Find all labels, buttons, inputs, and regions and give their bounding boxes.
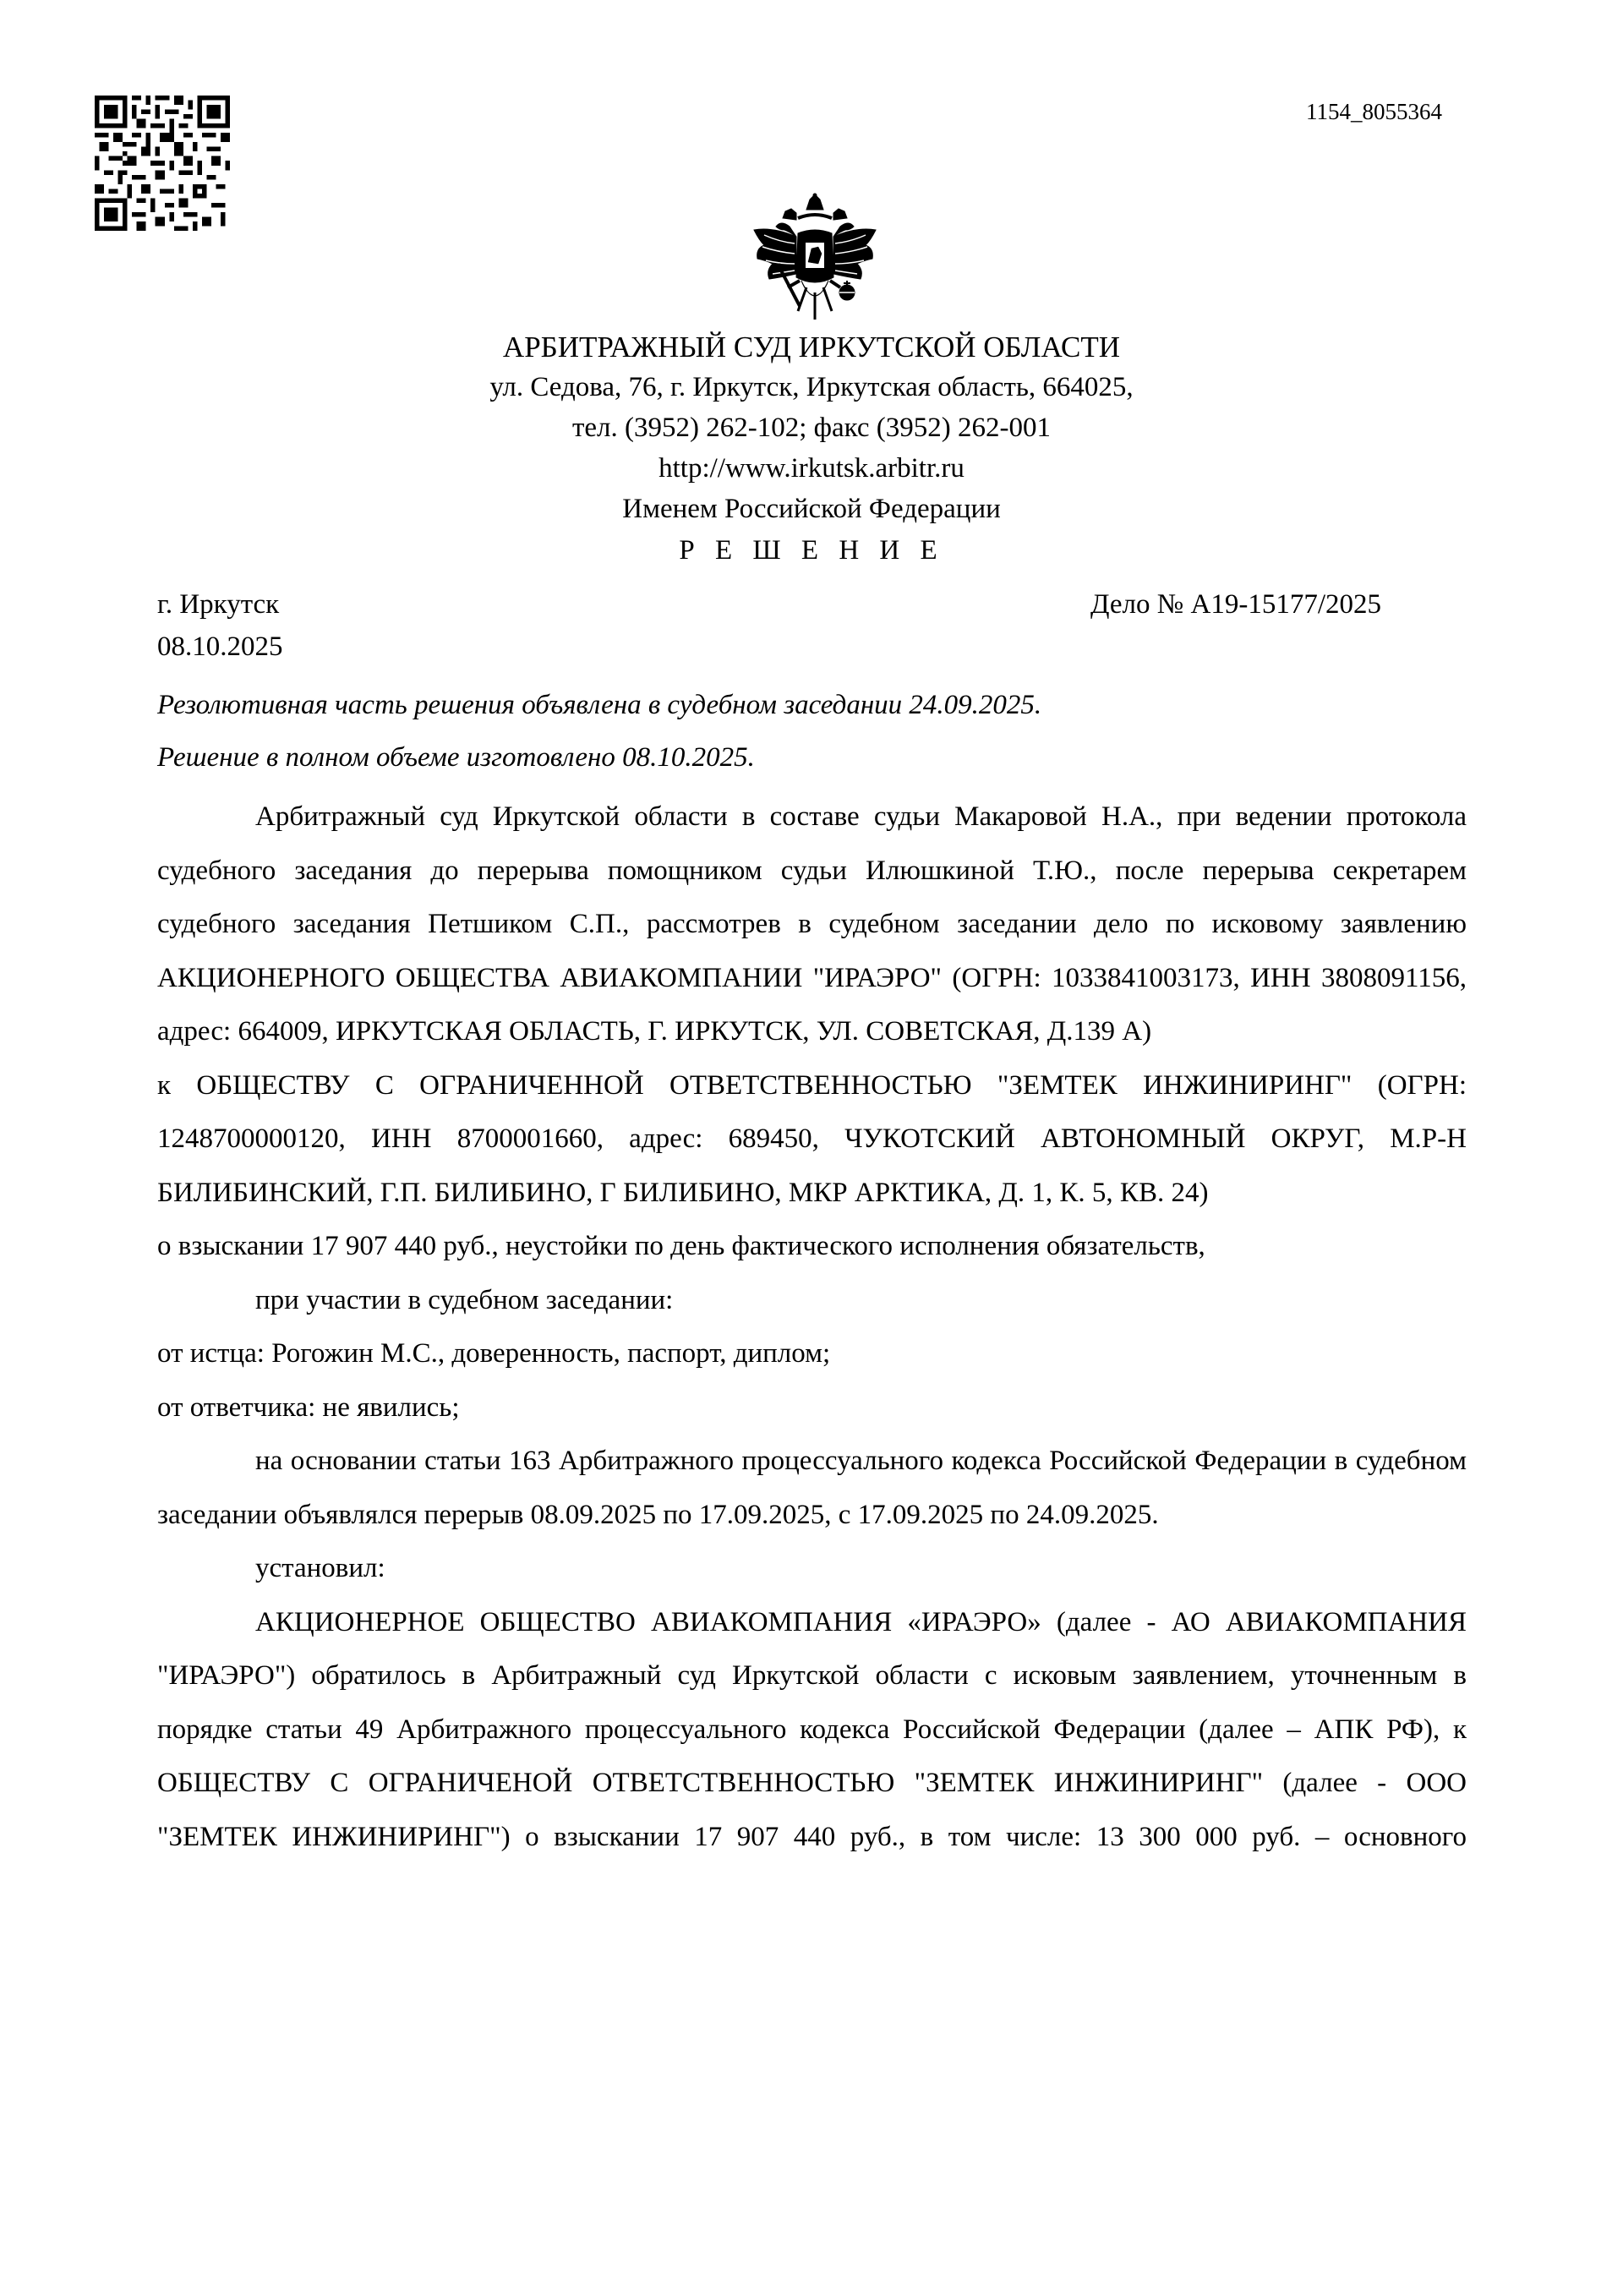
paragraph-established: установил: [255, 1553, 385, 1583]
court-address: ул. Седова, 76, г. Иркутск, Иркутская область, 664025, [489, 372, 1134, 402]
paragraph-plaintiff-rep: от истца: Рогожин М.С., доверенность, паспорт, диплом; [157, 1338, 831, 1369]
paragraph-facts: АКЦИОНЕРНОЕ ОБЩЕСТВО АВИАКОМПАНИЯ «ИРАЭРО» (далее - АО АВИАКОМПАНИЯ "ИРАЭРО") обратилось в Арбитражный суд Иркутской области с исковым заявлением, уточненным в порядке статьи 49 Арбитражного процессуального кодекса Российской Федерации (далее – АПК РФ), к ОБЩЕСТВУ С ОГРАНИЧЕНОЙ ОТВЕТСТВЕННОСТЬЮ "ЗЕМТЕК ИНЖИНИРИНГ" (далее - ООО "ЗЕМТЕК ИНЖИНИРИНГ") о взыскании 17 907 440 руб., в том числе: 13 300 000 руб. – основного [157, 1606, 1467, 1852]
document-id: 1154_8055364 [1306, 99, 1442, 124]
paragraph-claim: о взыскании 17 907 440 руб., неустойки по день фактического исполнения обязательств, [157, 1231, 1205, 1261]
case-number: Дело № А19-15177/2025 [1090, 589, 1382, 620]
paragraph-participants-heading: при участии в судебном заседании: [255, 1284, 674, 1315]
paragraph-defendant-rep: от ответчика: не явились; [157, 1391, 460, 1423]
court-phones: тел. (3952) 262-102; факс (3952) 262-001 [571, 413, 1052, 443]
document-title: Р Е Ш Е Н И Е [679, 535, 944, 566]
paragraph-recess: на основании статьи 163 Арбитражного процессуального кодекса Российской Федерации в судебном заседании объявлялся перерыв 08.09.2025 по 17.09.2025, с 17.09.2025 по 24.09.2025. [157, 1446, 1467, 1530]
operative-part-note: Резолютивная часть решения объявлена в судебном заседании 24.09.2025. [157, 690, 1042, 720]
full-text-note: Решение в полном объеме изготовлено 08.10.2025. [157, 742, 755, 773]
decision-date: 08.10.2025 [157, 631, 283, 662]
paragraph-court-composition: Арбитражный суд Иркутской области в составе судьи Макаровой Н.А., при ведении протокола судебного заседания до перерыва помощником судьи Илюшкиной Т.Ю., после перерыва секретарем судебного заседания Петшиком С.П., рассмотрев в судебном заседании дело по исковому заявлению АКЦИОНЕРНОГО ОБЩЕСТВА АВИАКОМПАНИИ "ИРАЭРО" (ОГРН: 1033841003173, ИНН 3808091156, адрес: 664009, ИРКУТСКАЯ ОБЛАСТЬ, Г. ИРКУТСК, УЛ. СОВЕТСКАЯ, Д.139 А) [157, 801, 1467, 1047]
paragraph-defendant: к ОБЩЕСТВУ С ОГРАНИЧЕННОЙ ОТВЕТСТВЕННОСТЬЮ "ЗЕМТЕК ИНЖИНИРИНГ" (ОГРН: 1248700000120, ИНН 8700001660, адрес: 689450, ЧУКОТСКИЙ АВТОНОМНЫЙ ОКРУГ, М.Р-Н БИЛИБИНСКИЙ, Г.П. БИЛИБИНО, Г БИЛИБИНО, МКР АРКТИКА, Д. 1, К. 5, КВ. 24) [157, 1069, 1467, 1208]
decision-body [157, 790, 1467, 1864]
in-the-name-of: Именем Российской Федерации [622, 494, 1001, 524]
announcement-notes [157, 679, 1041, 784]
court-name: АРБИТРАЖНЫЙ СУД ИРКУТСКОЙ ОБЛАСТИ [502, 331, 1121, 364]
city: г. Иркутск [157, 589, 280, 620]
place-date-block [157, 583, 283, 668]
qr-code-icon [95, 96, 230, 231]
court-website: http://www.irkutsk.arbitr.ru [658, 453, 965, 484]
coat-of-arms-icon [747, 193, 883, 324]
court-header [0, 328, 1623, 570]
